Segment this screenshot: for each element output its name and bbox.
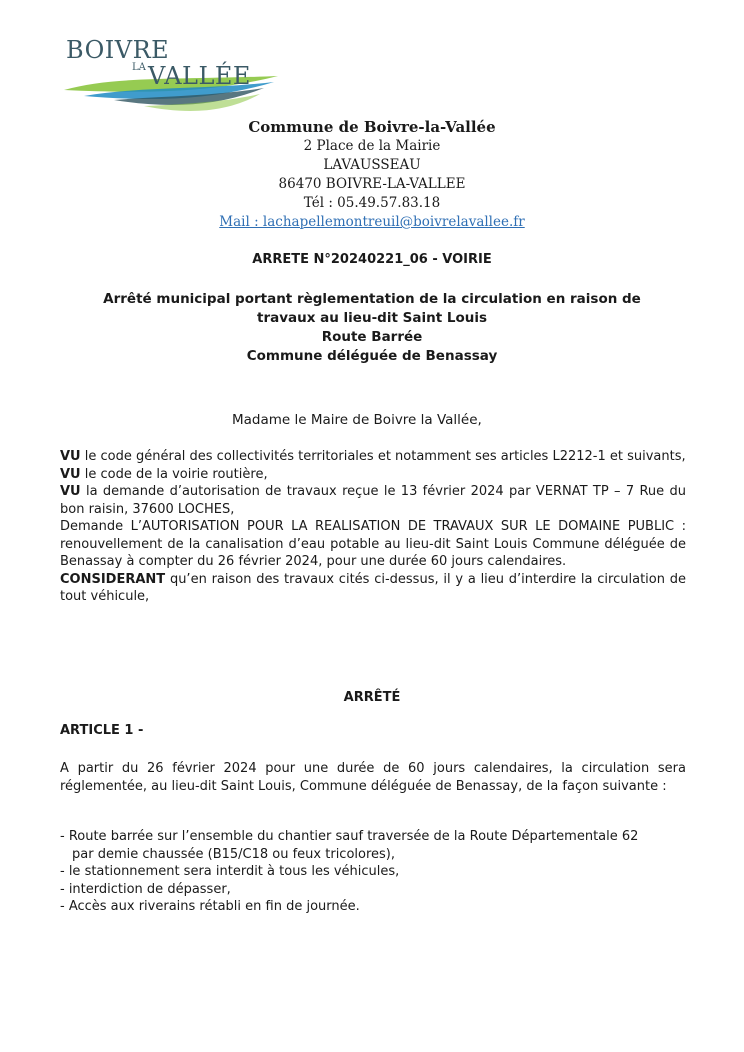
title-line-4: Commune déléguée de Benassay: [246, 348, 498, 364]
email-link[interactable]: Mail : lachapellemontreuil@boivrelavallee.fr: [219, 214, 525, 230]
list-item: [60, 863, 700, 881]
title-line-3: Route Barrée: [321, 329, 423, 345]
demande-paragraph: [60, 518, 686, 571]
article-1-paragraph: A partir du 26 février 2024 pour une durée de 60 jours calendaires, la circulation sera réglementée, au lieu-dit Saint Louis, Commune déléguée de Benassay, de la façon suivante :: [60, 761, 686, 794]
article-1-measures-list: [60, 828, 700, 916]
article-1-text: [60, 760, 686, 795]
title-line-2: travaux au lieu-dit Saint Louis: [256, 310, 487, 326]
arrete-heading: ARRÊTÉ: [343, 690, 401, 705]
commune-logo: [64, 36, 280, 122]
logo-text-boivre: BOIVRE: [66, 36, 170, 64]
vu-paragraph: [60, 483, 686, 518]
vu-text: la demande d’autorisation de travaux reçue le 13 février 2024 par VERNAT TP – 7 Rue du bon raisin, 37600 LOCHES,: [60, 484, 686, 517]
article-1-label: ARTICLE 1 -: [60, 723, 144, 738]
vu-keyword: VU: [60, 449, 81, 464]
list-item-continuation: par demie chaussée (B15/C18 ou feux tricolores),: [72, 846, 396, 862]
arrete-number: ARRETE N°20240221_06 - VOIRIE: [252, 252, 492, 267]
vu-keyword: VU: [60, 466, 81, 482]
list-item-text: - Accès aux riverains rétabli en fin de journée.: [60, 899, 360, 914]
address-line-3: 86470 BOIVRE-LA-VALLEE: [278, 176, 466, 192]
vu-text: le code général des collectivités territoriales et notamment ses articles L2212-1 et suivants,: [80, 449, 686, 464]
demande-text: Demande L’AUTORISATION POUR LA REALISATION DE TRAVAUX SUR LE DOMAINE PUBLIC : renouvellement de la canalisation d’eau potable au lieu-dit Saint Louis Commune déléguée de Benassay à compter du 26 février 2024, pour une durée 60 jours calendaires.: [60, 519, 686, 569]
vu-paragraph: [60, 448, 686, 466]
vu-keyword: VU: [60, 484, 81, 499]
vu-paragraph: [60, 466, 686, 484]
logo-text-vallee: VALLÉE: [148, 62, 251, 90]
document-title: [0, 290, 744, 366]
list-item: [60, 828, 700, 863]
title-line-1: Arrêté municipal portant règlementation de la circulation en raison de: [103, 291, 641, 307]
list-item: [60, 881, 700, 899]
commune-name: Commune de Boivre-la-Vallée: [248, 118, 496, 136]
commune-address-block: [0, 118, 744, 232]
list-item: [60, 898, 700, 916]
phone-number: Tél : 05.49.57.83.18: [303, 195, 441, 211]
list-item-text: - Route barrée sur l’ensemble du chantier sauf traversée de la Route Départementale 62: [60, 829, 639, 844]
considerant-paragraph: [60, 571, 686, 606]
vu-text: le code de la voirie routière,: [80, 466, 268, 482]
address-line-1: 2 Place de la Mairie: [303, 138, 441, 154]
vu-considerations: [60, 448, 686, 606]
logo-text-la: LA: [132, 62, 146, 73]
list-item-text: - interdiction de dépasser,: [60, 881, 231, 897]
intro-salutation: Madame le Maire de Boivre la Vallée,: [232, 412, 482, 428]
address-line-2: LAVAUSSEAU: [323, 157, 421, 173]
considerant-keyword: CONSIDERANT: [60, 571, 166, 587]
considerant-text: qu’en raison des travaux cités ci-dessus, il y a lieu d’interdire la circulation de tout véhicule,: [60, 571, 686, 604]
list-item-text: - le stationnement sera interdit à tous les véhicules,: [60, 864, 400, 879]
